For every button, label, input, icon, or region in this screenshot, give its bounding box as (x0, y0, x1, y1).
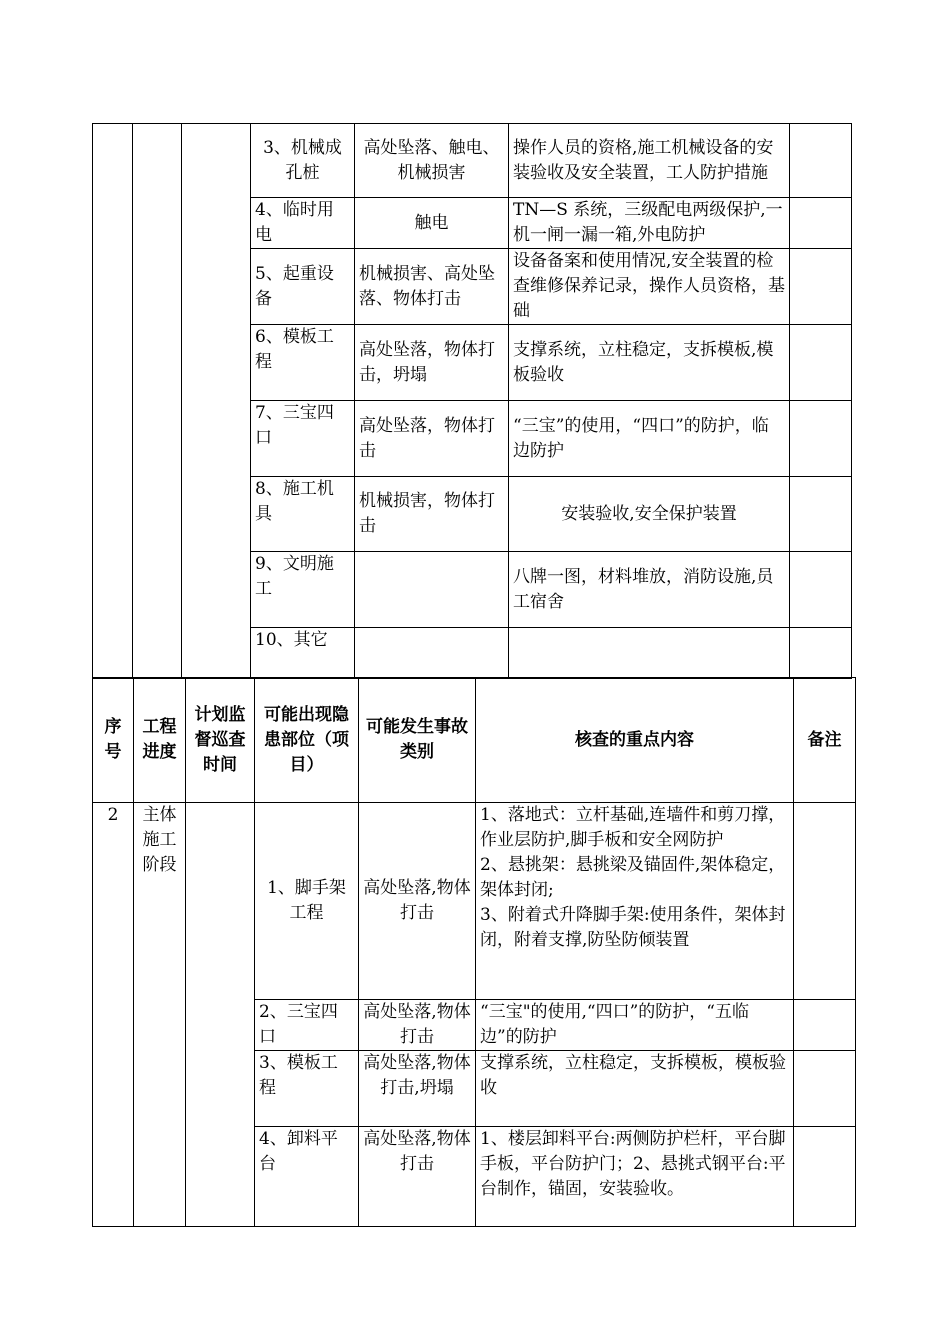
note-cell (790, 124, 852, 198)
content-cell: 操作人员的资格,施工机械设备的安装验收及安全装置，工人防护措施 (509, 124, 790, 198)
content-cell: 支撑系统，立柱稳定，支拆模板，模板验收 (476, 1051, 794, 1127)
seq-cell: 2 (93, 803, 134, 1227)
note-cell (790, 401, 852, 477)
accident-cell: 高处坠落，物体打击，坍塌 (355, 325, 509, 401)
note-cell (794, 1127, 856, 1227)
item-cell: 9、文明施工 (251, 552, 355, 628)
accident-cell: 机械损害，物体打击 (355, 477, 509, 552)
header-seq: 序号 (93, 678, 134, 803)
header-row (93, 678, 856, 803)
content-cell: 1、落地式：立杆基础,连墙件和剪刀撑，作业层防护,脚手板和安全网防护 2、悬挑架：悬挑梁及锚固件,架体稳定，架体封闭; 3、附着式升降脚手架:使用条件，架体封闭，附着支撑,防坠防倾装置 (476, 803, 794, 1000)
accident-cell: 触电 (355, 198, 509, 249)
item-cell: 1、脚手架工程 (255, 803, 359, 1000)
header-time: 计划监督巡查时间 (186, 678, 255, 803)
accident-cell: 高处坠落,物体打击,坍塌 (359, 1051, 476, 1127)
header-accident: 可能发生事故类别 (359, 678, 476, 803)
note-cell (790, 325, 852, 401)
item-cell: 8、施工机具 (251, 477, 355, 552)
continuation-table (92, 123, 852, 679)
item-cell: 4、卸料平台 (255, 1127, 359, 1227)
note-cell (790, 477, 852, 552)
accident-cell: 高处坠落、触电、机械损害 (355, 124, 509, 198)
note-cell (790, 249, 852, 325)
content-cell: 1、楼层卸料平台:两侧防护栏杆，平台脚手板，平台防护门；2、悬挑式钢平台:平台制作，锚固，安装验收。 (476, 1127, 794, 1227)
item-cell: 5、起重设备 (251, 249, 355, 325)
accident-cell (355, 628, 509, 679)
item-cell: 6、模板工程 (251, 325, 355, 401)
accident-cell: 高处坠落,物体打击 (359, 1127, 476, 1227)
content-cell: 支撑系统，立柱稳定，支拆模板,模板验收 (509, 325, 790, 401)
item-cell: 10、其它 (251, 628, 355, 679)
item-cell: 2、三宝四口 (255, 1000, 359, 1051)
header-location: 可能出现隐患部位（项目） (255, 678, 359, 803)
table-row (93, 124, 852, 198)
accident-cell (355, 552, 509, 628)
content-cell: “三宝”的使用，“四口”的防护，临边防护 (509, 401, 790, 477)
note-cell (794, 1000, 856, 1051)
header-progress: 工程进度 (134, 678, 186, 803)
inspection-table (92, 677, 856, 1227)
header-content: 核查的重点内容 (476, 678, 794, 803)
progress-cell: 主体施工阶段 (134, 803, 186, 1227)
content-cell (509, 628, 790, 679)
item-cell: 3、机械成孔桩 (251, 124, 355, 198)
item-cell: 3、模板工程 (255, 1051, 359, 1127)
content-cell: 安装验收,安全保护装置 (509, 477, 790, 552)
seq-cell (93, 124, 133, 679)
time-cell (186, 803, 255, 1227)
time-cell (182, 124, 251, 679)
item-cell: 4、临时用电 (251, 198, 355, 249)
content-cell: 设备备案和使用情况,安全装置的检查维修保养记录，操作人员资格，基础 (509, 249, 790, 325)
table-row (93, 803, 856, 1000)
content-cell: 八牌一图，材料堆放，消防设施,员工宿舍 (509, 552, 790, 628)
note-cell (794, 803, 856, 1000)
note-cell (794, 1051, 856, 1127)
accident-cell: 高处坠落,物体打击 (359, 803, 476, 1000)
accident-cell: 机械损害、高处坠落、物体打击 (355, 249, 509, 325)
content-cell: TN—S 系统，三级配电两级保护,一机一闸一漏一箱,外电防护 (509, 198, 790, 249)
content-cell: “三宝"的使用,“四口”的防护，“五临边”的防护 (476, 1000, 794, 1051)
note-cell (790, 552, 852, 628)
note-cell (790, 198, 852, 249)
note-cell (790, 628, 852, 679)
progress-cell (133, 124, 182, 679)
accident-cell: 高处坠落,物体打击 (359, 1000, 476, 1051)
item-cell: 7、三宝四口 (251, 401, 355, 477)
header-note: 备注 (794, 678, 856, 803)
accident-cell: 高处坠落，物体打击 (355, 401, 509, 477)
